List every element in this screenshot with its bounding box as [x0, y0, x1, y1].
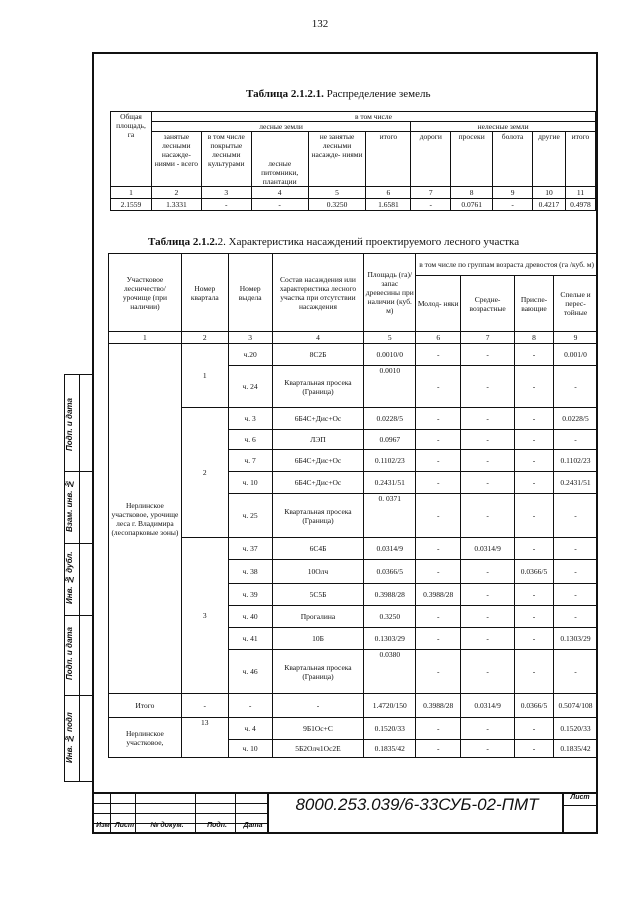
t2-spel: - [553, 650, 597, 694]
t2-mol: - [416, 408, 461, 430]
tb-col-sign: Подп. [207, 822, 227, 829]
t1-h-col: другие [533, 132, 566, 187]
t2-area: 0.2431/51 [364, 472, 416, 494]
stamp-label: Подп. и дата [65, 398, 74, 452]
t2-sred: - [461, 472, 515, 494]
t2-prisp: - [515, 650, 554, 694]
t2-sostav: 5С5Б [272, 584, 364, 606]
t2-vyd: ч. 40 [228, 606, 272, 628]
t2-vyd: ч. 39 [228, 584, 272, 606]
t2-sostav: 6Б4С+Дис+Ос [272, 472, 364, 494]
t1-h-col: болота [493, 132, 533, 187]
t2-mol: - [416, 560, 461, 584]
t2-kv: 3 [181, 538, 228, 694]
t2-sostav: 10Олч [272, 560, 364, 584]
t2-itogo-spel: 0.5074/108 [553, 694, 597, 718]
t2-sostav: 10Б [272, 628, 364, 650]
t2-prisp: - [515, 718, 554, 740]
table2-title [148, 236, 519, 248]
t2-sostav: Квартальная просека (Граница) [272, 494, 364, 538]
t1-h-col: дороги [411, 132, 451, 187]
t2-prisp: - [515, 606, 554, 628]
t2-spel: 0.1102/23 [553, 450, 597, 472]
t2-prisp: - [515, 344, 554, 366]
t2-sred: - [461, 494, 515, 538]
t2-num: 8 [515, 332, 554, 344]
t2-prisp: - [515, 450, 554, 472]
t2-h-kv: Номер квартала [181, 254, 228, 332]
table1-title-text: Распределение земель [323, 88, 431, 100]
t2-mol: - [416, 430, 461, 450]
total-row [109, 694, 598, 718]
t1-h-nonforest: нелесные земли [411, 122, 596, 132]
t2-spel: - [553, 560, 597, 584]
t2-vyd: ч. 41 [228, 628, 272, 650]
t2-area: 0.0314/9 [364, 538, 416, 560]
t2-prisp: - [515, 494, 554, 538]
t2-sostav: 8С2Б [272, 344, 364, 366]
tb-col-list: Лист [114, 822, 135, 829]
stamp-label: Инв. № дубл. [65, 551, 74, 605]
t2-h-groups: в том числе по группам возраста древостоя (га /куб. м) [416, 254, 598, 276]
stamp-label: Инв. № подл [65, 712, 74, 764]
t2-kv: 13 [181, 718, 228, 758]
t2-sostav: 9Б1Ос+С [272, 718, 364, 740]
t2-sred: - [461, 344, 515, 366]
t2-kv: 2 [181, 408, 228, 538]
t2-h-vyd: Номер выдела [228, 254, 272, 332]
t2-sred: - [461, 366, 515, 408]
t1-cell: 1.6581 [366, 199, 411, 211]
t2-sostav: 6С4Б [272, 538, 364, 560]
t2-mol: 0.3988/28 [416, 584, 461, 606]
table2-title-number: Таблица 2.1.2. [148, 236, 218, 248]
t2-vyd: ч. 46 [228, 650, 272, 694]
t2-spel: - [553, 584, 597, 606]
t2-sred: - [461, 408, 515, 430]
t2-uch: Нерлинское участковое, [109, 718, 182, 758]
table-row [109, 718, 598, 740]
t1-cell: 0.3250 [308, 199, 366, 211]
table-row [109, 344, 598, 366]
t2-vyd: ч. 4 [228, 718, 272, 740]
t2-spel: 0.2431/51 [553, 472, 597, 494]
t1-cell: - [251, 199, 308, 211]
t2-sostav: Квартальная просека (Граница) [272, 366, 364, 408]
t2-mol: - [416, 650, 461, 694]
t2-prisp: - [515, 430, 554, 450]
t2-prisp: - [515, 472, 554, 494]
t2-sred: - [461, 584, 515, 606]
t2-num: 7 [461, 332, 515, 344]
page-number: 132 [311, 18, 329, 30]
t1-cell: 2.1559 [111, 199, 152, 211]
t1-cell: - [411, 199, 451, 211]
t2-num: 6 [416, 332, 461, 344]
t2-mol: - [416, 344, 461, 366]
t2-prisp: - [515, 366, 554, 408]
t2-mol: - [416, 450, 461, 472]
tb-sheet-label: Лист [570, 794, 590, 801]
t2-sred: - [461, 560, 515, 584]
t1-num: 1 [111, 187, 152, 199]
t2-num: 4 [272, 332, 364, 344]
t2-sostav: Прогалина [272, 606, 364, 628]
t1-h-col: не занятые лесными насажде- ниями [308, 132, 366, 187]
t2-spel: 0.1520/33 [553, 718, 597, 740]
t2-spel: - [553, 366, 597, 408]
t2-mol: - [416, 718, 461, 740]
t2-mol: - [416, 494, 461, 538]
t2-sred: - [461, 628, 515, 650]
t2-area: 0.1835/42 [364, 740, 416, 758]
t2-itogo-sostav: - [272, 694, 364, 718]
t2-spel: - [553, 430, 597, 450]
t1-h-incl: в том числе [151, 112, 595, 122]
t1-num: 6 [366, 187, 411, 199]
t2-sostav: Квартальная просека (Граница) [272, 650, 364, 694]
t2-mol: - [416, 606, 461, 628]
t2-itogo-prisp: 0.0366/5 [515, 694, 554, 718]
t1-cell: 0.4978 [565, 199, 595, 211]
t2-prisp: - [515, 628, 554, 650]
t1-num: 7 [411, 187, 451, 199]
t2-vyd: ч. 38 [228, 560, 272, 584]
t1-cell: 0.4217 [533, 199, 566, 211]
t2-spel: 0.1835/42 [553, 740, 597, 758]
t2-vyd: ч. 10 [228, 740, 272, 758]
tb-col-doc: № докум. [150, 822, 184, 829]
t2-sred: - [461, 430, 515, 450]
t1-num: 2 [151, 187, 201, 199]
t2-num: 3 [228, 332, 272, 344]
t2-area: 0.0366/5 [364, 560, 416, 584]
table-row [109, 538, 598, 560]
t2-area: 0.0010/0 [364, 344, 416, 366]
t2-itogo-vyd: - [228, 694, 272, 718]
t2-spel: 0.001/0 [553, 344, 597, 366]
t2-itogo-mol: 0.3988/28 [416, 694, 461, 718]
t2-h-sred: Средне- возрастные [461, 276, 515, 332]
t2-vyd: ч. 6 [228, 430, 272, 450]
t2-kv: 1 [181, 344, 228, 408]
t2-mol: - [416, 366, 461, 408]
t2-num: 9 [553, 332, 597, 344]
t1-cell: - [201, 199, 251, 211]
t2-area: 0.0380 [364, 650, 416, 694]
tb-col-izm: Изм [96, 822, 110, 829]
stamp-label: Взам. инв. № [65, 479, 74, 533]
t1-h-col: просеки [451, 132, 493, 187]
t2-area: 0.1520/33 [364, 718, 416, 740]
t2-h-sostav: Состав насаждения или характеристика лесного участка при отсутствии насаждения [272, 254, 364, 332]
t2-sred: - [461, 606, 515, 628]
t1-cell: 0.0761 [451, 199, 493, 211]
t2-itogo-sred: 0.0314/9 [461, 694, 515, 718]
t1-cell: 1.3331 [151, 199, 201, 211]
t1-num: 3 [201, 187, 251, 199]
t2-vyd: ч. 37 [228, 538, 272, 560]
t1-num: 4 [251, 187, 308, 199]
t1-num: 10 [533, 187, 566, 199]
t2-area: 0.1303/29 [364, 628, 416, 650]
t1-h-col: лесные питомники, плантации [251, 132, 308, 187]
t2-sostav: 6Б4С+Дис+Ос [272, 408, 364, 430]
t1-num: 11 [565, 187, 595, 199]
t1-num: 9 [493, 187, 533, 199]
t2-vyd: ч.20 [228, 344, 272, 366]
t2-vyd: ч. 3 [228, 408, 272, 430]
table-row [109, 408, 598, 430]
t2-prisp: - [515, 538, 554, 560]
t2-h-prisp: Приспе- вающие [515, 276, 554, 332]
t2-prisp: 0.0366/5 [515, 560, 554, 584]
tb-col-date: Дата [243, 822, 263, 829]
t2-sred: - [461, 740, 515, 758]
t2-vyd: ч. 7 [228, 450, 272, 472]
t2-spel: 0.1303/29 [553, 628, 597, 650]
t2-sred: - [461, 650, 515, 694]
t2-area: 0.1102/23 [364, 450, 416, 472]
t2-sostav: ЛЭП [272, 430, 364, 450]
t2-sostav: 5Б2Олч1Ос2Е [272, 740, 364, 758]
t2-vyd: ч. 25 [228, 494, 272, 538]
t2-num: 2 [181, 332, 228, 344]
t2-vyd: ч. 24 [228, 366, 272, 408]
t2-h-spel: Спелые и перес- тойные [553, 276, 597, 332]
table2-title-text: 2. Характеристика насаждений проектируемого лесного участка [217, 236, 520, 248]
t2-h-area: Площадь (га)/ запас древесины при наличии (куб. м) [364, 254, 416, 332]
t2-uch: Нерлинское участковое, урочище леса г. Владимира (лесопарковые зоны) [109, 344, 182, 694]
t1-h-col: итого [366, 132, 411, 187]
t2-spel: 0.0228/5 [553, 408, 597, 430]
t2-sred: - [461, 718, 515, 740]
t2-prisp: - [515, 584, 554, 606]
document-code: 8000.253.039/6-33СУБ-02-ПМТ [295, 795, 539, 814]
t2-vyd: ч. 10 [228, 472, 272, 494]
stamp-label: Подп. и дата [65, 627, 74, 681]
t2-sred: - [461, 450, 515, 472]
t2-prisp: - [515, 408, 554, 430]
t2-spel: - [553, 538, 597, 560]
t2-area: 0. 0371 [364, 494, 416, 538]
t2-h-mol: Молод- няки [416, 276, 461, 332]
t2-spel: - [553, 606, 597, 628]
t2-mol: - [416, 538, 461, 560]
land-distribution-table [110, 111, 596, 211]
t2-itogo-label: Итого [109, 694, 182, 718]
t2-h-uch: Участковое лесничество/ урочище (при наличии) [109, 254, 182, 332]
t1-cell: - [493, 199, 533, 211]
t1-num: 5 [308, 187, 366, 199]
t2-area: 0.0967 [364, 430, 416, 450]
t1-h-forest: лесные земли [151, 122, 410, 132]
t1-h-col: итого [565, 132, 595, 187]
t1-h-col: занятые лесными насажде- ниями - всего [151, 132, 201, 187]
stands-characteristic-table [108, 253, 598, 758]
t2-area: 0.3988/28 [364, 584, 416, 606]
t1-h-col: в том числе покрытые лесными культурами [201, 132, 251, 187]
t2-num: 5 [364, 332, 416, 344]
t1-num: 8 [451, 187, 493, 199]
t2-sostav: 6Б4С+Дис+Ос [272, 450, 364, 472]
t2-area: 0.3250 [364, 606, 416, 628]
t2-mol: - [416, 472, 461, 494]
t2-spel: - [553, 494, 597, 538]
t2-sred: 0.0314/9 [461, 538, 515, 560]
t2-area: 0.0228/5 [364, 408, 416, 430]
t2-mol: - [416, 628, 461, 650]
table1-title-number: Таблица 2.1.2.1. [246, 88, 324, 100]
t2-prisp: - [515, 740, 554, 758]
table1-title [246, 88, 430, 100]
t2-num: 1 [109, 332, 182, 344]
t2-itogo-area: 1.4720/150 [364, 694, 416, 718]
t2-area: 0.0010 [364, 366, 416, 408]
t1-h-total: Общая площадь, га [111, 112, 152, 187]
t2-mol: - [416, 740, 461, 758]
t2-itogo-kv: - [181, 694, 228, 718]
